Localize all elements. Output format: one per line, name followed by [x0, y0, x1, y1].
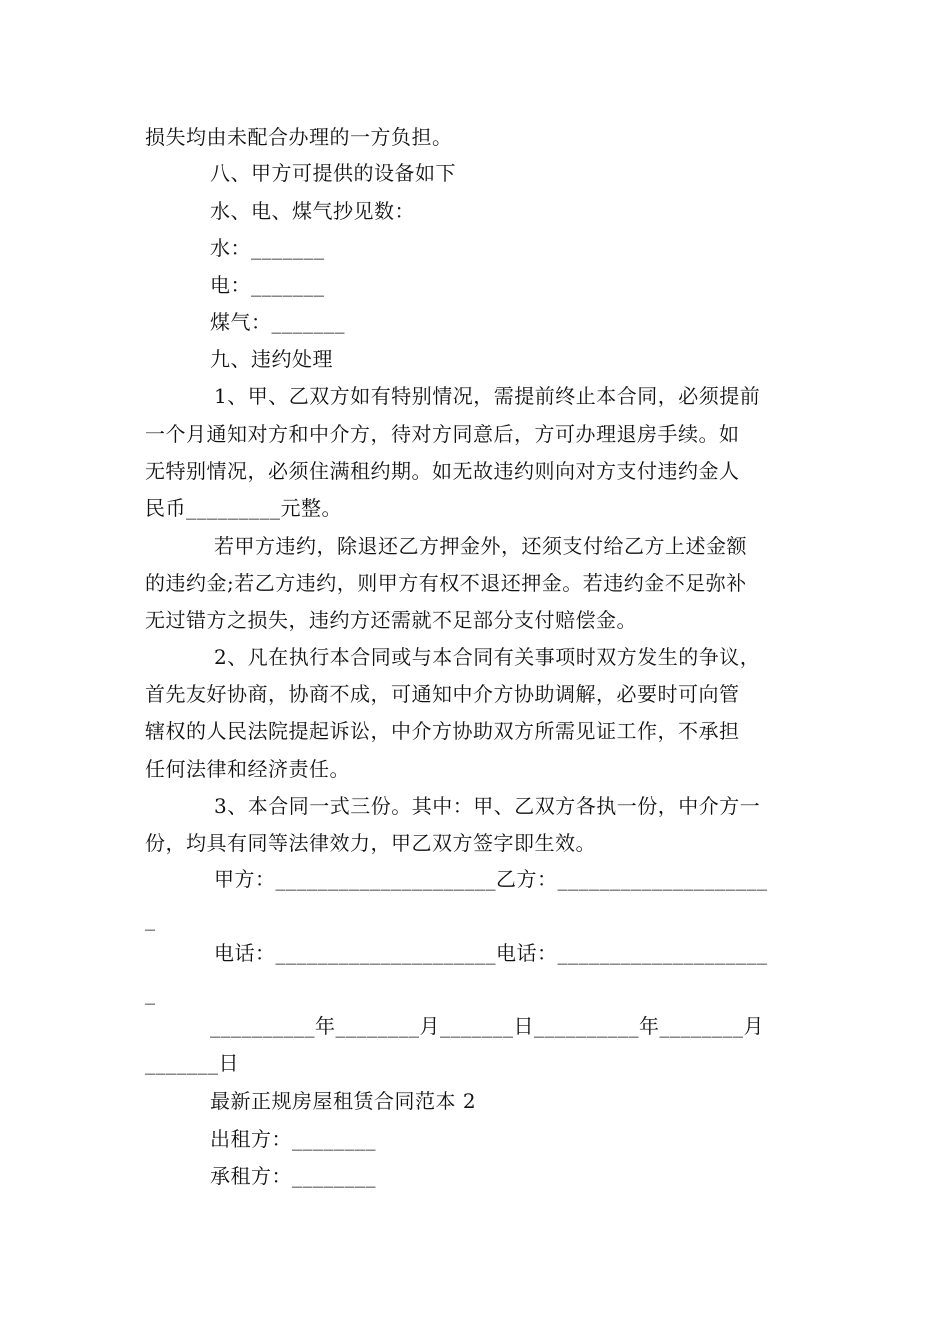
document-title: 最新正规房屋租赁合同范本 2	[210, 1089, 477, 1113]
phone-line: 电话：_____________________电话：____________________	[214, 941, 768, 965]
date-line: _______日	[145, 1051, 239, 1075]
text-line: 电：_______	[210, 273, 325, 297]
text-line: 无特别情况，必须住满租约期。如无故违约则向对方支付违约金人	[145, 459, 740, 483]
text-line: 份，均具有同等法律效力，甲乙双方签字即生效。	[145, 831, 596, 855]
text-line: 出租方：________	[210, 1127, 376, 1151]
text-line: 1、甲、乙双方如有特别情况，需提前终止本合同，必须提前	[214, 384, 761, 408]
text-line: 辖权的人民法院提起诉讼，中介方协助双方所需见证工作，不承担	[145, 719, 740, 743]
text-line: 一个月通知对方和中介方，待对方同意后，方可办理退房手续。如	[145, 422, 740, 446]
section-heading: 八、甲方可提供的设备如下	[210, 161, 456, 185]
text-line: 2、凡在执行本合同或与本合同有关事项时双方发生的争议，	[214, 645, 761, 669]
text-line: 水：_______	[210, 236, 325, 260]
text-line: 水、电、煤气抄见数：	[210, 199, 415, 223]
text-line: 承租方：________	[210, 1164, 376, 1188]
text-line: 3、本合同一式三份。其中：甲、乙双方各执一份，中介方一	[214, 794, 761, 818]
text-line: 无过错方之损失，违约方还需就不足部分支付赔偿金。	[145, 608, 637, 632]
section-heading: 九、违约处理	[210, 347, 333, 371]
text-line: _	[145, 907, 156, 931]
date-line: __________年________月_______日__________年________月	[210, 1014, 764, 1038]
signature-line: 甲方：_____________________乙方：____________________	[214, 867, 768, 891]
text-line: 任何法律和经济责任。	[145, 757, 350, 781]
text-line: 损失均由未配合办理的一方负担。	[145, 125, 453, 149]
text-line: 民币_________元整。	[145, 496, 342, 520]
text-line: _	[145, 981, 156, 1005]
text-line: 煤气：_______	[210, 310, 345, 334]
text-line: 的违约金;若乙方违约，则甲方有权不退还押金。若违约金不足弥补	[145, 571, 747, 595]
text-line: 若甲方违约，除退还乙方押金外，还须支付给乙方上述金额	[214, 534, 747, 558]
text-line: 首先友好协商，协商不成，可通知中介方协助调解，必要时可向管	[145, 682, 740, 706]
